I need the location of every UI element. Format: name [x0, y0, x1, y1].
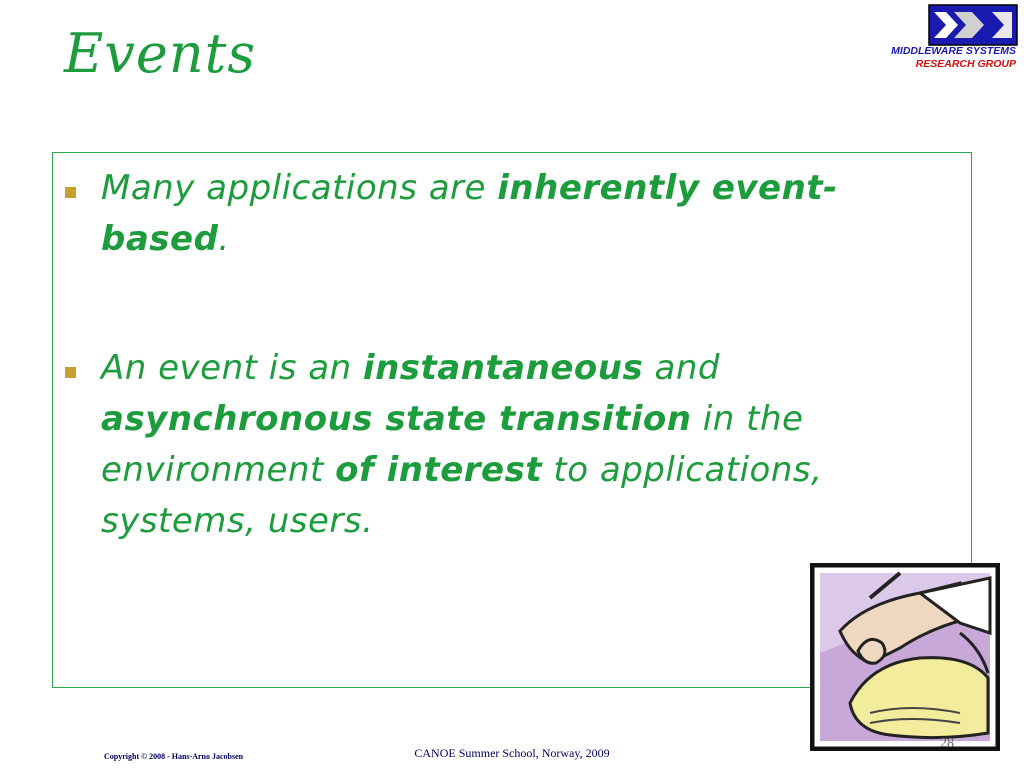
page-number: 28: [940, 736, 954, 751]
writing-hand-clipart: [810, 563, 1000, 751]
bullet-emphasis: inherently event-based: [101, 168, 838, 259]
bullet-segment: Many applications are: [101, 168, 498, 208]
bullet-segment: to applications, systems, users.: [101, 450, 823, 541]
bullet-text: [101, 163, 921, 265]
bullet-item: [65, 343, 945, 547]
msrg-logo: [862, 4, 1020, 76]
bullet-square-icon: [65, 187, 76, 198]
bullet-emphasis: of interest: [335, 450, 543, 490]
bullet-segment: An event is an: [101, 348, 363, 388]
bullet-emphasis: asynchronous state transition: [101, 399, 692, 439]
bullet-segment: in the environment: [101, 399, 804, 490]
slide-title: Events: [64, 22, 257, 85]
bullet-square-icon: [65, 367, 76, 378]
bullet-emphasis: instantaneous: [362, 348, 644, 388]
footer-copyright: Copyright © 2008 - Hans-Arno Jacobsen: [104, 752, 244, 761]
bullet-segment: and: [643, 348, 720, 388]
bullet-item: [65, 163, 945, 265]
msrg-logo-icon: [928, 4, 1018, 46]
bullet-segment: .: [218, 219, 230, 259]
footer-event: CANOE Summer School, Norway, 2009: [414, 746, 610, 760]
logo-line-2: RESEARCH GROUP: [915, 58, 1016, 70]
logo-line-1: MIDDLEWARE SYSTEMS: [891, 45, 1016, 57]
bullet-text: [101, 343, 931, 547]
